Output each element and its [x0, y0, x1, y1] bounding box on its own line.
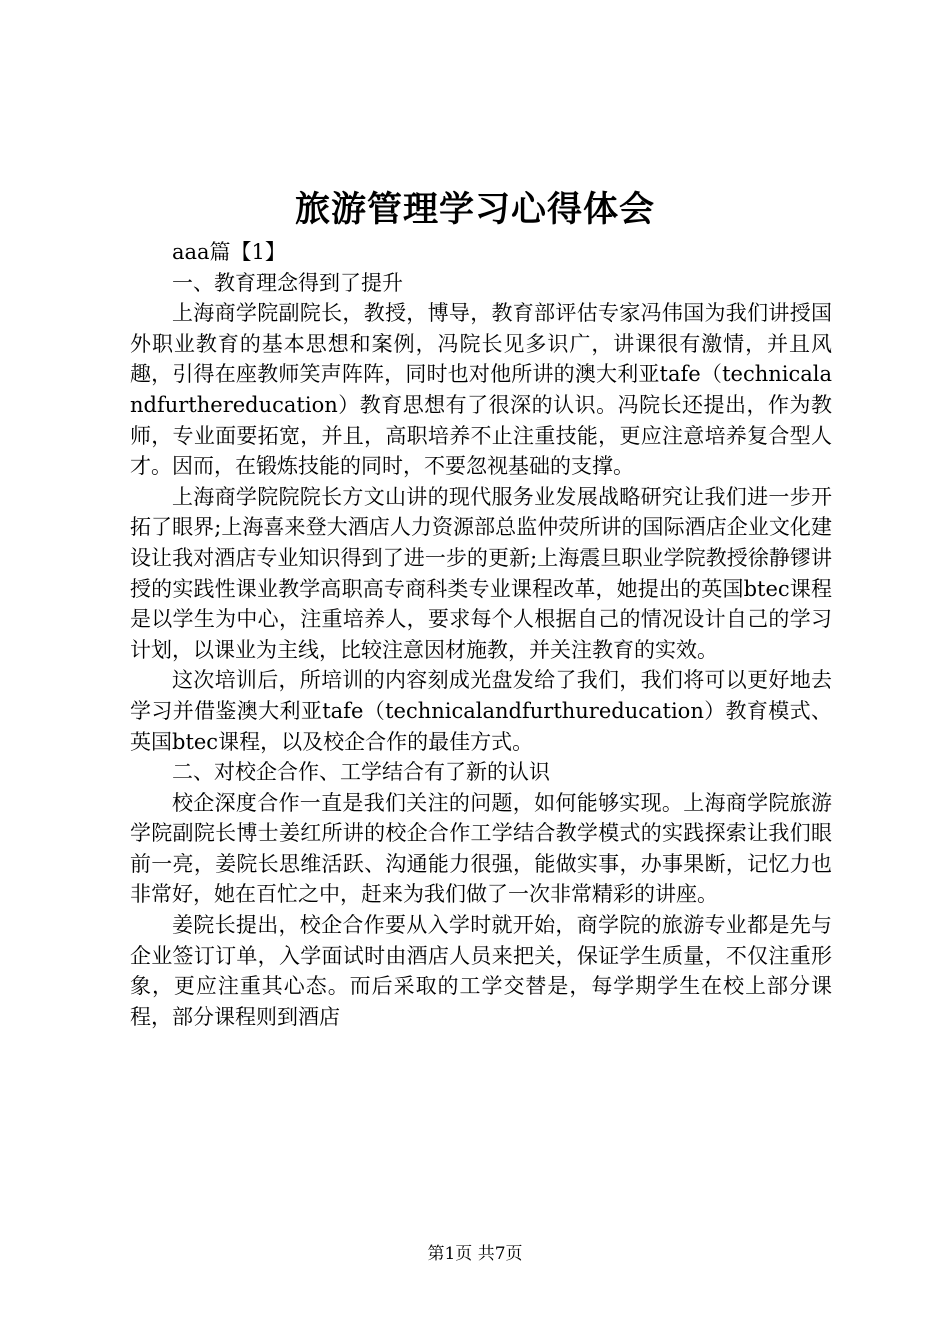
paragraph: 校企深度合作一直是我们关注的问题，如何能够实现。上海商学院旅游学院副院长博士姜红所讲的校企合作工学结合教学模式的实践探索让我们眼前一亮，姜院长思维活跃、沟通能力很强，能做实事，办事果断，记忆力也非常好，她在百忙之中，赶来为我们做了一次非常精彩的讲座。 — [130, 790, 832, 907]
section-label: aaa篇【1】 — [172, 240, 286, 264]
paragraph: 上海商学院院院长方文山讲的现代服务业发展战略研究让我们进一步开拓了眼界;上海喜来登大酒店人力资源部总监仲荧所讲的国际酒店企业文化建设让我对酒店专业知识得到了进一步的更新;上海震旦职业学院教授徐静镠讲授的实践性课业教学高职高专商科类专业课程改革，她提出的英国btec课程是以学生为中心，注重培养人，要求每个人根据自己的情况设计自己的学习计划，以课业为主线，比较注意因材施教，并关注教育的实效。 — [130, 484, 832, 662]
paragraph: 这次培训后，所培训的内容刻成光盘发给了我们，我们将可以更好地去学习并借鉴澳大利亚tafe（technicalandfurthureducation）教育模式、英国btec课程，以及校企合作的最佳方式。 — [130, 668, 832, 754]
document-title: 旅游管理学习心得体会 — [294, 189, 655, 230]
paragraph: 姜院长提出，校企合作要从入学时就开始，商学院的旅游专业都是先与企业签订订单，入学面试时由酒店人员来把关，保证学生质量，不仅注重形象，更应注重其心态。而后采取的工学交替是，每学期学生在校上部分课程，部分课程则到酒店 — [130, 913, 832, 1029]
section-heading-1: 一、教育理念得到了提升 — [172, 270, 403, 295]
section-heading-2: 二、对校企合作、工学结合有了新的认识 — [172, 760, 550, 785]
document-body — [130, 237, 832, 1032]
paragraph: 上海商学院副院长，教授，博导，教育部评估专家冯伟国为我们讲授国外职业教育的基本思想和案例，冯院长见多识广，讲课很有激情，并且风趣，引得在座教师笑声阵阵，同时也对他所讲的澳大利亚tafe（technicalandfurthereducation）教育思想有了很深的认识。冯院长还提出，作为教师，专业面要拓宽，并且，高职培养不止注重技能，更应注意培养复合型人才。因而，在锻炼技能的同时，不要忽视基础的支撑。 — [130, 301, 832, 479]
page-footer: 第1页 共7页 — [427, 1244, 523, 1264]
